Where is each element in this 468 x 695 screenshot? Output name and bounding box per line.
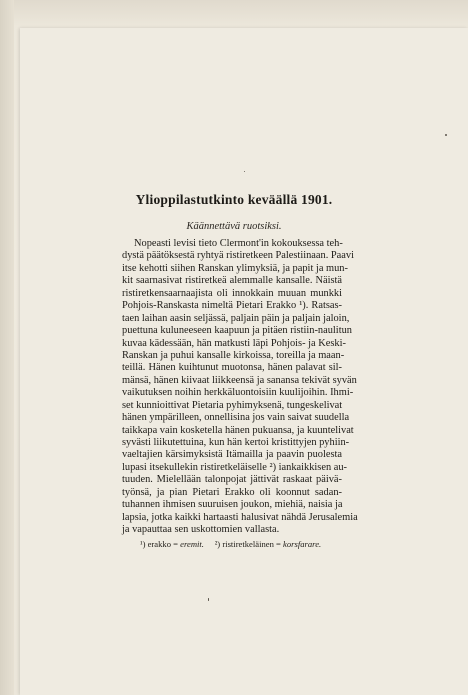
paper-speck xyxy=(244,171,245,172)
body-line: vaikutuksen noihin herkkäluontoisiin kuulijoihin. Ihmi- xyxy=(122,387,354,399)
exam-subtitle: Käännettävä ruotsiksi. xyxy=(186,221,282,232)
body-line: taikkapa vain kosketella hänen pukuansa, ja kuuntelivat xyxy=(122,424,354,436)
body-line: syvästi liikutettuina, kun hän kertoi kristittyjen pyhiin- xyxy=(122,437,350,448)
body-line: itse kehotti siihen Ranskan ylimyksiä, ja papit ja mun- xyxy=(122,262,348,274)
body-line: työnsä, ja pian Pietari Erakko oli koonnut sadan- xyxy=(122,486,342,498)
body-line: teillä. Hänen kuihtunut muotonsa, hänen palavat sil- xyxy=(122,362,342,374)
body-line: kit saarnasivat ristiretkeä alemmalle kansalle. Näistä xyxy=(122,275,342,287)
footnote-1-translation: eremit. xyxy=(180,539,204,549)
body-line: Pohjois-Ranskasta nimeltä Pietari Erakko ¹). Ratsas- xyxy=(122,300,342,312)
body-line: mänsä, hänen kiivaat liikkeensä ja sanansa tekivät syvän xyxy=(122,374,357,386)
body-line: tuuden. Mielellään talonpojat jättivät raskaat päivä- xyxy=(122,474,342,486)
body-paragraph xyxy=(122,238,358,537)
body-line: puettuna kuluneeseen kaapuun ja pitäen ristiin-naulitun xyxy=(122,325,352,337)
body-line: Nopeasti levisi tieto Clermont'in kokouksessa teh- xyxy=(134,238,343,249)
body-line: lupasi itsekullekin ristiretkeläiselle ²) iankaikkisen au- xyxy=(122,461,348,473)
body-line: ristiretkensaarnaajista oli innokkain muuan munkki xyxy=(122,287,342,299)
footnote-1-term: erakko xyxy=(147,539,171,549)
body-line: tuhannen ihmisen suuruisen joukon, miehiä, naisia ja xyxy=(122,499,343,511)
body-line: Ranskan ja puhui kansalle kirkoissa, toreilla ja maan- xyxy=(122,349,345,361)
paper-speck xyxy=(208,598,209,601)
exam-title: Ylioppilastutkinto keväällä 1901. xyxy=(135,192,333,207)
footnote-1-marker: ¹) xyxy=(140,539,146,549)
footnote-2-equals: = xyxy=(276,539,281,549)
scan-top-edge xyxy=(0,0,468,26)
body-line: hänen ympärilleen, onnellisina jos vain saivat suudella xyxy=(122,412,350,424)
body-line: vaeltajien kärsimyksistä Itämailla ja paavin puolesta xyxy=(122,449,342,461)
body-line: lapsia, jotka kaikki hartaasti halusivat nähdä Jerusalemia xyxy=(122,511,358,523)
body-line: taen laihan aasin seljässä, paljain päin ja paljain jaloin, xyxy=(122,312,350,324)
footnote-1-equals: = xyxy=(173,539,179,549)
body-line: kuvaa kädessään, hän matkusti läpi Pohjois- ja Keski- xyxy=(122,337,346,349)
body-line: set kunnioittivat Pietaria pyhimyksenä, tungeskelivat xyxy=(122,399,343,411)
paper-speck xyxy=(445,134,447,136)
footnote-2-marker: ²) xyxy=(214,539,221,549)
footnote-2-translation: korsfarare. xyxy=(283,539,322,549)
scan-left-edge xyxy=(0,0,14,695)
footnotes xyxy=(140,539,350,549)
body-line: dystä päätöksestä ryhtyä ristiretkeen Palestiinaan. Paavi xyxy=(122,250,354,262)
body-line: ja vapauttaa sen uskottomien vallasta. xyxy=(122,524,280,536)
footnote-2-term: ristiretkeläinen xyxy=(222,539,274,549)
